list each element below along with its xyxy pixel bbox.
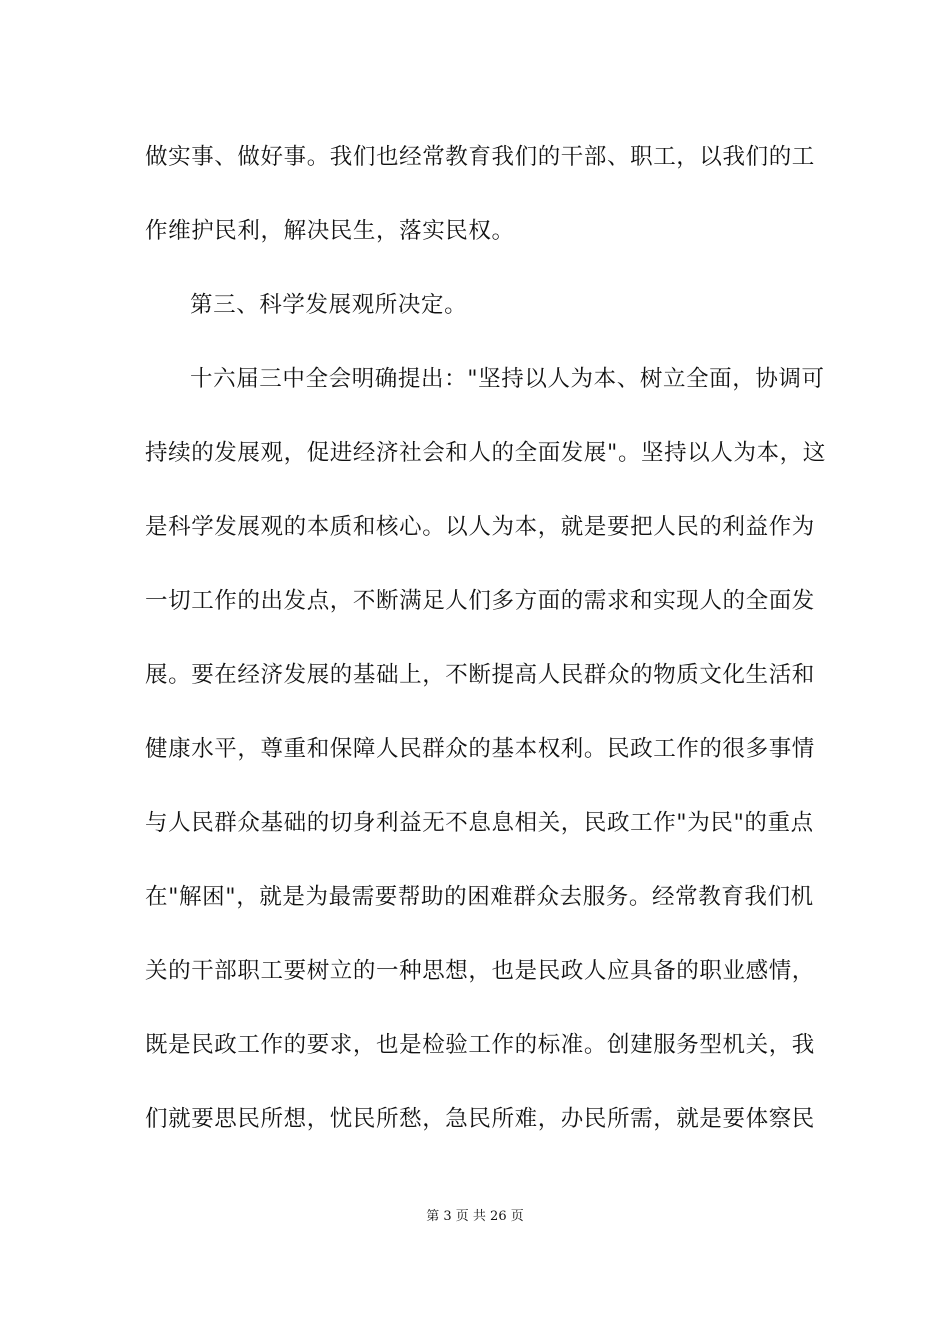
body-line-10: 与人民群众基础的切身利益无不息息相关，民政工作"为民"的重点: [145, 810, 814, 836]
body-line-14: 们就要思民所想，忧民所愁，急民所难，办民所需，就是要体察民: [145, 1106, 815, 1132]
body-line-7: 一切工作的出发点，不断满足人们多方面的需求和实现人的全面发: [145, 588, 815, 614]
body-line-8: 展。要在经济发展的基础上，不断提高人民群众的物质文化生活和: [145, 662, 815, 688]
body-line-4: 十六届三中全会明确提出："坚持以人为本、树立全面，协调可: [190, 366, 825, 392]
body-line-12: 关的干部职工要树立的一种思想，也是民政人应具备的职业感情，: [145, 958, 815, 984]
section-heading: 第三、科学发展观所决定。: [190, 292, 468, 318]
body-line-9: 健康水平，尊重和保障人民群众的基本权利。民政工作的很多事情: [145, 736, 815, 762]
page-number: 第 3 页 共 26 页: [426, 1209, 524, 1224]
body-line-2: 作维护民利，解决民生，落实民权。: [145, 218, 515, 244]
body-line-1: 做实事、做好事。我们也经常教育我们的干部、职工，以我们的工: [145, 144, 815, 170]
body-line-5: 持续的发展观，促进经济社会和人的全面发展"。坚持以人为本，这: [145, 440, 826, 466]
page-footer: [0, 1208, 950, 1226]
body-line-11: 在"解困"，就是为最需要帮助的困难群众去服务。经常教育我们机: [145, 884, 814, 910]
body-line-13: 既是民政工作的要求，也是检验工作的标准。创建服务型机关，我: [145, 1032, 815, 1058]
body-line-6: 是科学发展观的本质和核心。以人为本，就是要把人民的利益作为: [145, 514, 815, 540]
